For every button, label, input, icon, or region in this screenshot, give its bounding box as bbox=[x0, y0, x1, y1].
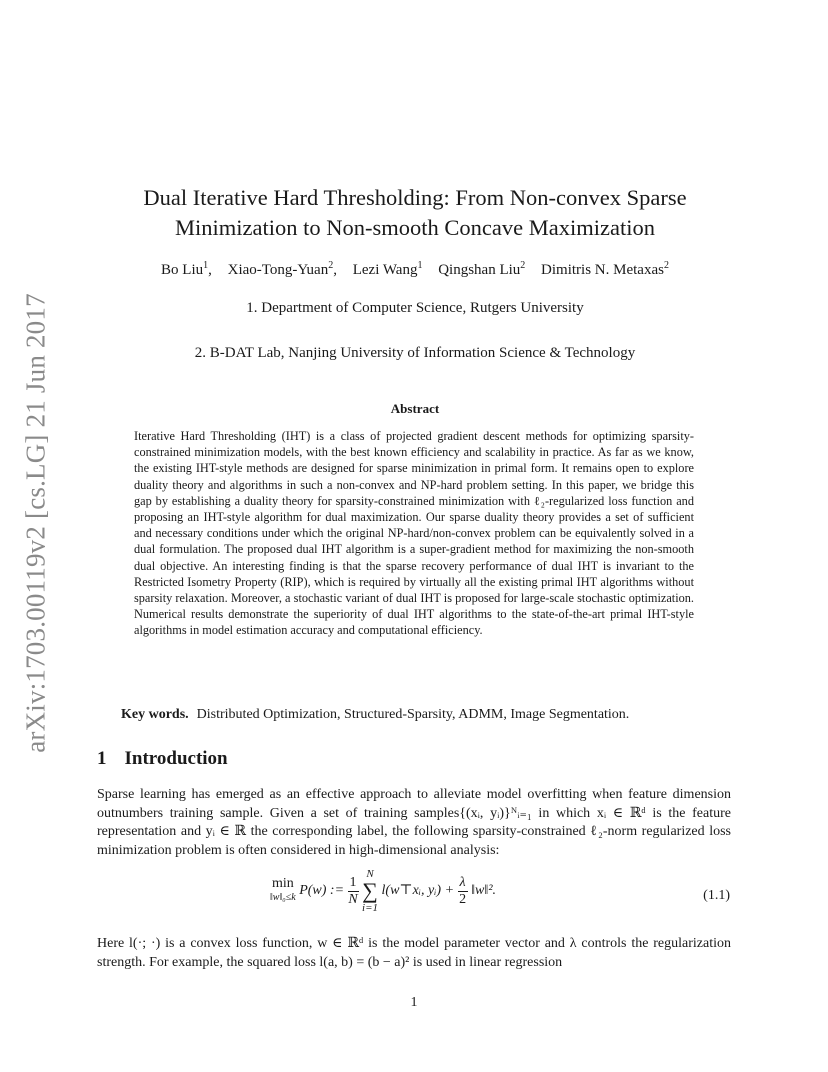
summation bbox=[362, 868, 378, 914]
arxiv-identifier bbox=[14, 288, 58, 758]
author bbox=[353, 262, 423, 278]
author-affiliation-mark: 1 bbox=[417, 260, 423, 271]
page-number: 1 bbox=[410, 995, 418, 1010]
fraction-1-over-n bbox=[348, 875, 359, 908]
abstract-text bbox=[134, 428, 694, 639]
author-affiliation-mark: 2 bbox=[663, 260, 669, 271]
paper-title-line-2: Minimization to Non-smooth Concave Maximization bbox=[175, 215, 655, 240]
min-limit: ‖w‖₀≤k bbox=[270, 892, 296, 903]
author-affiliation-mark: 1 bbox=[203, 260, 209, 271]
author bbox=[541, 262, 669, 278]
abstract-heading: Abstract bbox=[390, 401, 440, 416]
keywords bbox=[121, 707, 629, 723]
loss-term: l(w⊤xᵢ, yᵢ) + bbox=[381, 883, 455, 899]
sum-symbol: ∑ bbox=[362, 878, 378, 903]
section-heading bbox=[97, 748, 228, 770]
author-name: Qingshan Liu bbox=[438, 262, 521, 278]
keywords-label: Key words. bbox=[121, 707, 189, 722]
abstract-text-part: Iterative Hard Thresholding (IHT) is a class of projected gradient descent methods for optimizing sparsity-constrained minimization models, with the best known efficiency and scalability in practice. As far as we know, the existing IHT-style methods are designed for sparse minimization in primal form. It remains open to explore duality theory and algorithms in such a non-convex and NP-hard problem setting. In this paper, we bridge this gap by establishing a duality theory for sparsity-constrained minimization with bbox=[134, 429, 694, 508]
intro-paragraph-1: Sparse learning has emerged as an effective approach to alleviate model overfitting when feature dimension outnumbers training sample. Given a set of training samples{(xᵢ, yᵢ)}ᴺᵢ₌₁ in which xᵢ ∈ ℝᵈ is the feature representation and yᵢ ∈ ℝ the corresponding label, the following sparsity-constrained ℓ₂-norm regularized loss minimization problem is often considered in high-dimensional analysis: bbox=[97, 787, 731, 858]
min-label: min bbox=[271, 876, 294, 891]
equation-1-1 bbox=[270, 868, 740, 924]
arxiv-identifier-text: arXiv:1703.00119v2 [cs.LG] 21 Jun 2017 bbox=[20, 293, 51, 753]
equation-lhs: P(w) := bbox=[299, 883, 345, 899]
author-name: Dimitris N. Metaxas bbox=[541, 262, 664, 278]
fraction-numerator: λ bbox=[459, 874, 466, 890]
intro-paragraph-2: Here l(·; ·) is a convex loss function, w ∈ ℝᵈ is the model parameter vector and λ controls the regularization strength. For example, the squared loss l(a, b) = (b − a)² is used in linear regression bbox=[97, 936, 731, 970]
section-title: Introduction bbox=[124, 748, 228, 769]
min-operator bbox=[270, 877, 296, 905]
abstract-norm-symbol: ℓ₂ bbox=[533, 493, 545, 508]
author-name: Bo Liu bbox=[161, 262, 204, 278]
sum-lower-limit: i=1 bbox=[362, 902, 379, 914]
author-affiliation-mark: 2 bbox=[328, 260, 334, 271]
fraction-numerator: 1 bbox=[349, 874, 357, 890]
paper-title bbox=[100, 183, 730, 243]
author-name: Xiao-Tong-Yuan bbox=[227, 262, 329, 278]
equation-number: (1.1) bbox=[703, 888, 730, 903]
author-affiliation-mark: 2 bbox=[520, 260, 526, 271]
author-list bbox=[100, 260, 730, 279]
sum-upper-limit: N bbox=[366, 868, 374, 880]
equation-body bbox=[270, 868, 496, 914]
author: Bo Liu$^1$, bbox=[161, 260, 212, 278]
paper-title-line-1: Dual Iterative Hard Thresholding: From Non-convex Sparse bbox=[143, 185, 687, 210]
fraction-lambda-over-2 bbox=[458, 875, 468, 908]
author: Xiao-Tong-Yuan$^2$, bbox=[227, 260, 337, 278]
fraction-denominator: 2 bbox=[459, 891, 467, 907]
abstract-text-part: -regularized loss function and proposing an IHT-style algorithm for dual maximization. Our sparse duality theory provides a set of sufficient and necessary conditions under which the original NP-hard/non-convex problem can be equivalently solved in a dual formulation. The proposed dual IHT algorithm is a super-gradient method for maximizing the non-smooth dual objective. An interesting finding is that the sparse recovery performance of dual IHT is invariant to the Restricted Isometry Property (RIP), which is required by virtually all the existing primal IHT algorithms without sparsity relaxation. Moreover, a stochastic variant of dual IHT is proposed for large-scale stochastic optimization. Numerical results demonstrate the superiority of dual IHT algorithms to the state-of-the-art primal IHT-style algorithms in model estimation accuracy and computational efficiency. bbox=[134, 493, 694, 638]
section-number: 1 bbox=[97, 748, 107, 769]
author bbox=[438, 262, 525, 278]
keywords-text: Distributed Optimization, Structured-Sparsity, ADMM, Image Segmentation. bbox=[196, 707, 630, 722]
affiliation-1: 1. Department of Computer Science, Rutgers University bbox=[246, 300, 584, 316]
regularizer-term: ‖w‖². bbox=[471, 883, 497, 899]
author-name: Lezi Wang bbox=[352, 262, 418, 278]
fraction-denominator: N bbox=[348, 891, 358, 907]
affiliation-2: 2. B-DAT Lab, Nanjing University of Information Science & Technology bbox=[194, 345, 636, 361]
